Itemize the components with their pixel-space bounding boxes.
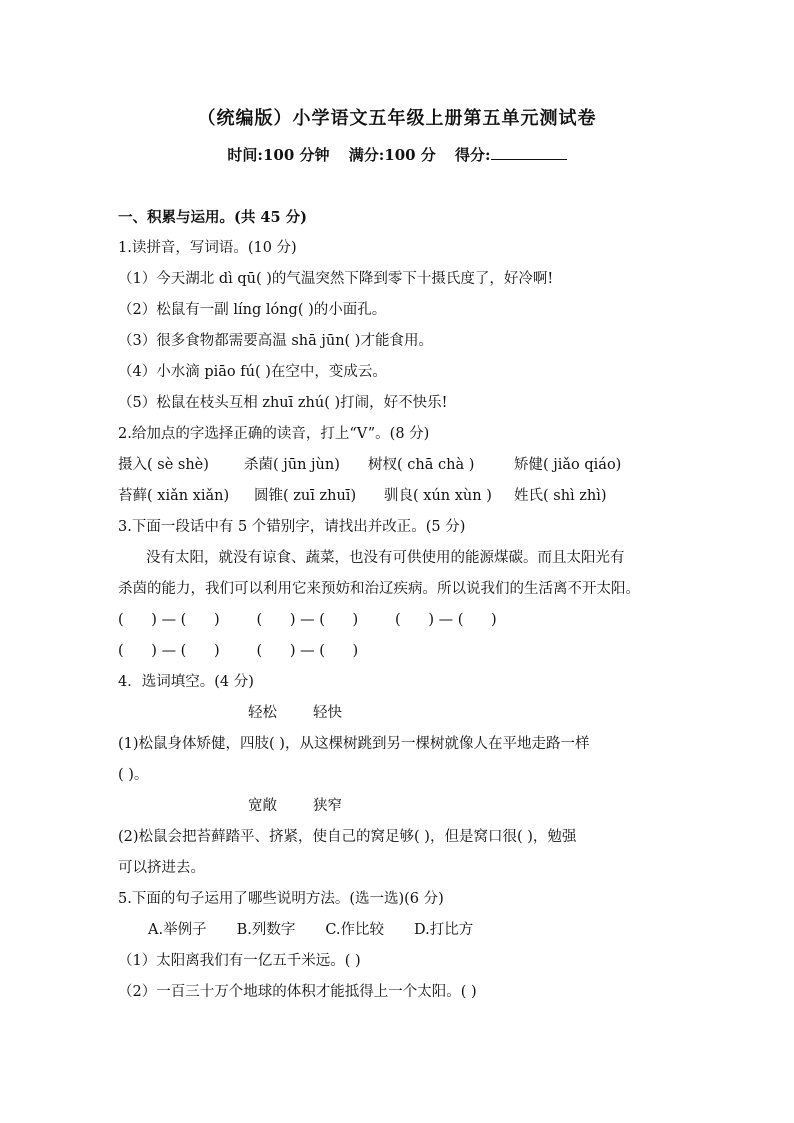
method-option: B.列数字 — [236, 922, 296, 938]
q2-row-2 — [118, 481, 678, 512]
q3-answer-row-2[interactable]: ( ) — ( ) ( ) — ( ) — [118, 643, 359, 659]
q3-passage-line-1: 没有太阳，就没有谅食、蔬菜，也没有可供使用的能源煤碳。而且太阳光有 — [146, 550, 625, 566]
q4-word-options-2 — [118, 791, 678, 822]
q2-choice[interactable]: 杀菌( jūn jùn) — [244, 457, 340, 473]
q4-sentence-1-line-1[interactable]: (1)松鼠身体矫健，四肢( )，从这棵树跳到另一棵树就像人在平地走路一样 — [118, 736, 590, 752]
method-option: D.打比方 — [414, 922, 474, 938]
q1-item-4[interactable]: （4）小水滴 piāo fú( )在空中，变成云。 — [118, 364, 387, 380]
exam-content — [118, 202, 678, 1008]
q4-sentence-2-line-1[interactable]: (2)松鼠会把苔藓踏平、挤紧，使自己的窝足够( )，但是窝口很( )，勉强 — [118, 829, 577, 845]
q5-method-options — [118, 915, 678, 946]
word-option: 轻快 — [313, 705, 342, 721]
q4-word-options-1 — [118, 698, 678, 729]
q2-choice[interactable]: 苔藓( xiǎn xiǎn) — [118, 488, 230, 504]
word-option: 轻松 — [248, 705, 277, 721]
q2-choice[interactable]: 树杈( chā chà ) — [368, 457, 475, 473]
method-option: C.作比较 — [325, 922, 385, 938]
question-2-title: 2.给加点的字选择正确的读音，打上“V”。(8 分) — [118, 426, 430, 442]
q1-item-3[interactable]: （3）很多食物都需要高温 shā jūn( )才能食用。 — [118, 333, 433, 349]
q4-sentence-1-line-2[interactable]: ( )。 — [118, 767, 149, 783]
score-blank[interactable] — [491, 145, 567, 160]
q2-choice[interactable]: 驯良( xún xùn ) — [384, 488, 492, 504]
q5-item-1[interactable]: （1）太阳离我们有一亿五千米远。( ) — [118, 953, 361, 969]
q4-sentence-2-line-2: 可以挤进去。 — [118, 860, 205, 876]
full-score: 满分:100 分 — [348, 146, 436, 164]
question-4-title: 4．选词填空。(4 分) — [118, 674, 254, 690]
question-1-title: 1.读拼音，写词语。(10 分) — [118, 240, 297, 256]
page-title: （统编版）小学语文五年级上册第五单元测试卷 — [197, 108, 597, 129]
section-heading: 一、积累与运用。(共 45 分) — [118, 209, 307, 226]
q5-item-2[interactable]: （2）一百三十万个地球的体积才能抵得上一个太阳。( ) — [118, 984, 477, 1000]
q1-item-5[interactable]: （5）松鼠在枝头互相 zhuī zhú( )打闹，好不快乐! — [118, 395, 448, 411]
method-option: A.举例子 — [148, 922, 207, 938]
word-option: 宽敞 — [248, 798, 277, 814]
q2-choice[interactable]: 矫健( jiǎo qiáo) — [514, 457, 622, 473]
q1-item-2[interactable]: （2）松鼠有一副 líng lóng( )的小面孔。 — [118, 302, 387, 318]
q2-choice[interactable]: 圆锥( zuī zhuī) — [254, 488, 357, 504]
question-5-title: 5.下面的句子运用了哪些说明方法。(选一选)(6 分) — [118, 891, 444, 907]
q1-item-1[interactable]: （1）今天湖北 dì qū( )的气温突然下降到零下十摄氏度了，好冷啊! — [118, 271, 554, 287]
q2-choice[interactable]: 姓氏( shì zhì) — [514, 488, 607, 504]
score-label: 得分: — [455, 146, 491, 164]
word-option: 狭窄 — [313, 798, 342, 814]
time-limit: 时间:100 分钟 — [227, 146, 330, 164]
q3-answer-row-1[interactable]: ( ) — ( ) ( ) — ( ) ( ) — ( ) — [118, 612, 497, 628]
q3-passage-line-2: 杀茵的能力，我们可以利用它来预妨和治辽疾病。所以说我们的生活离不开太阳。 — [118, 581, 640, 597]
exam-info — [0, 144, 794, 165]
q2-row-1 — [118, 450, 678, 481]
question-3-title: 3.下面一段话中有 5 个错别字，请找出并改正。(5 分) — [118, 519, 466, 535]
q2-choice[interactable]: 摄入( sè shè) — [118, 457, 209, 473]
